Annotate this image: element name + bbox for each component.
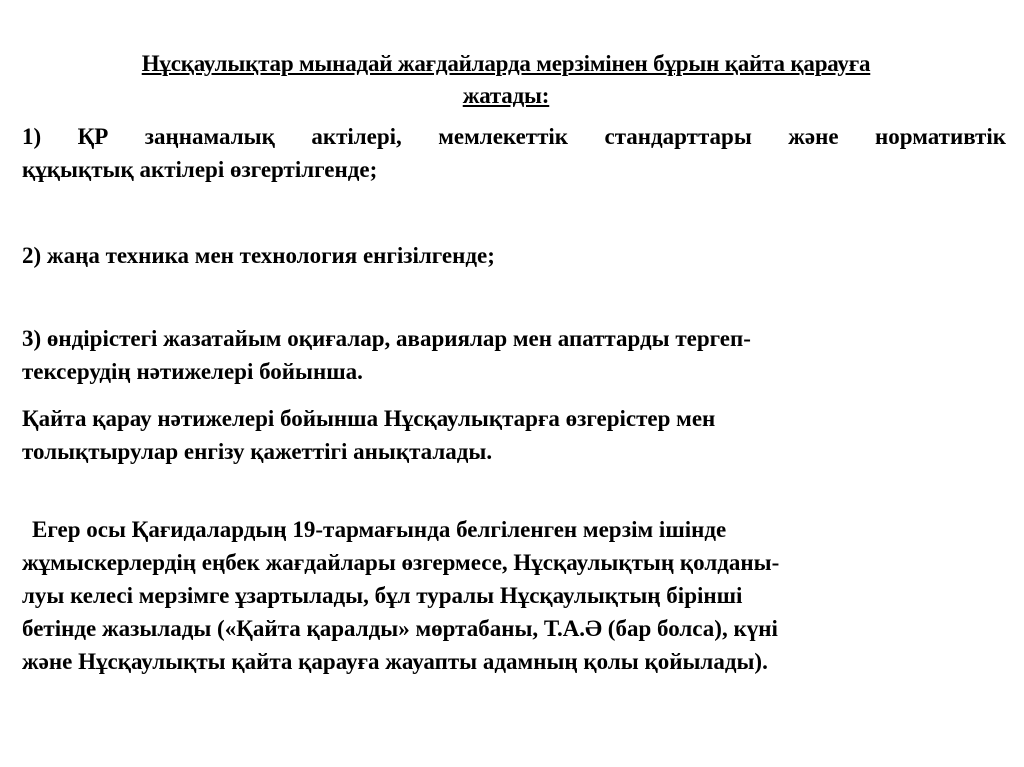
item-1-line-2: құқықтық актілері өзгертілгенде; [22,157,378,182]
item-3-paragraph [22,322,1006,388]
extension-line-1: Егер осы Қағидалардың 19-тармағында белгіленген мерзім ішінде [32,517,727,542]
extension-paragraph [22,513,1006,678]
extension-line-4: бетінде жазылады («Қайта қаралды» мөртабаны, Т.А.Ә (бар болса), күні [22,616,778,641]
item-1-line-1: 1) ҚР заңнамалық актілері, мемлекеттік стандарттары және нормативтік [22,124,1006,149]
slide-title [36,48,976,112]
item-1-paragraph [22,120,1006,186]
item-2-paragraph [22,239,1006,272]
review-line-2: толықтырулар енгізу қажеттігі анықталады. [22,439,493,464]
extension-line-5: және Нұсқаулықты қайта қарауға жауапты адамның қолы қойылады). [22,649,768,674]
review-paragraph [22,402,1006,468]
slide-title-line-1: Нұсқаулықтар мынадай жағдайларда мерзімінен бұрын қайта қарауға [141,51,871,76]
extension-line-3: луы келесі мерзімге ұзартылады, бұл туралы Нұсқаулықтың бірінші [22,583,743,608]
extension-line-2: жұмыскерлердің еңбек жағдайлары өзгермесе, Нұсқаулықтың қолданы- [22,550,780,575]
item-3-line-2: тексерудің нәтижелері бойынша. [22,359,363,384]
slide-title-line-2: жатады: [462,83,550,108]
item-2-line-1: 2) жаңа техника мен технология енгізілгенде; [22,243,495,268]
review-line-1: Қайта қарау нәтижелері бойынша Нұсқаулықтарға өзгерістер мен [22,406,716,431]
item-3-line-1: 3) өндірістегі жазатайым оқиғалар, авариялар мен апаттарды тергеп- [22,326,751,351]
